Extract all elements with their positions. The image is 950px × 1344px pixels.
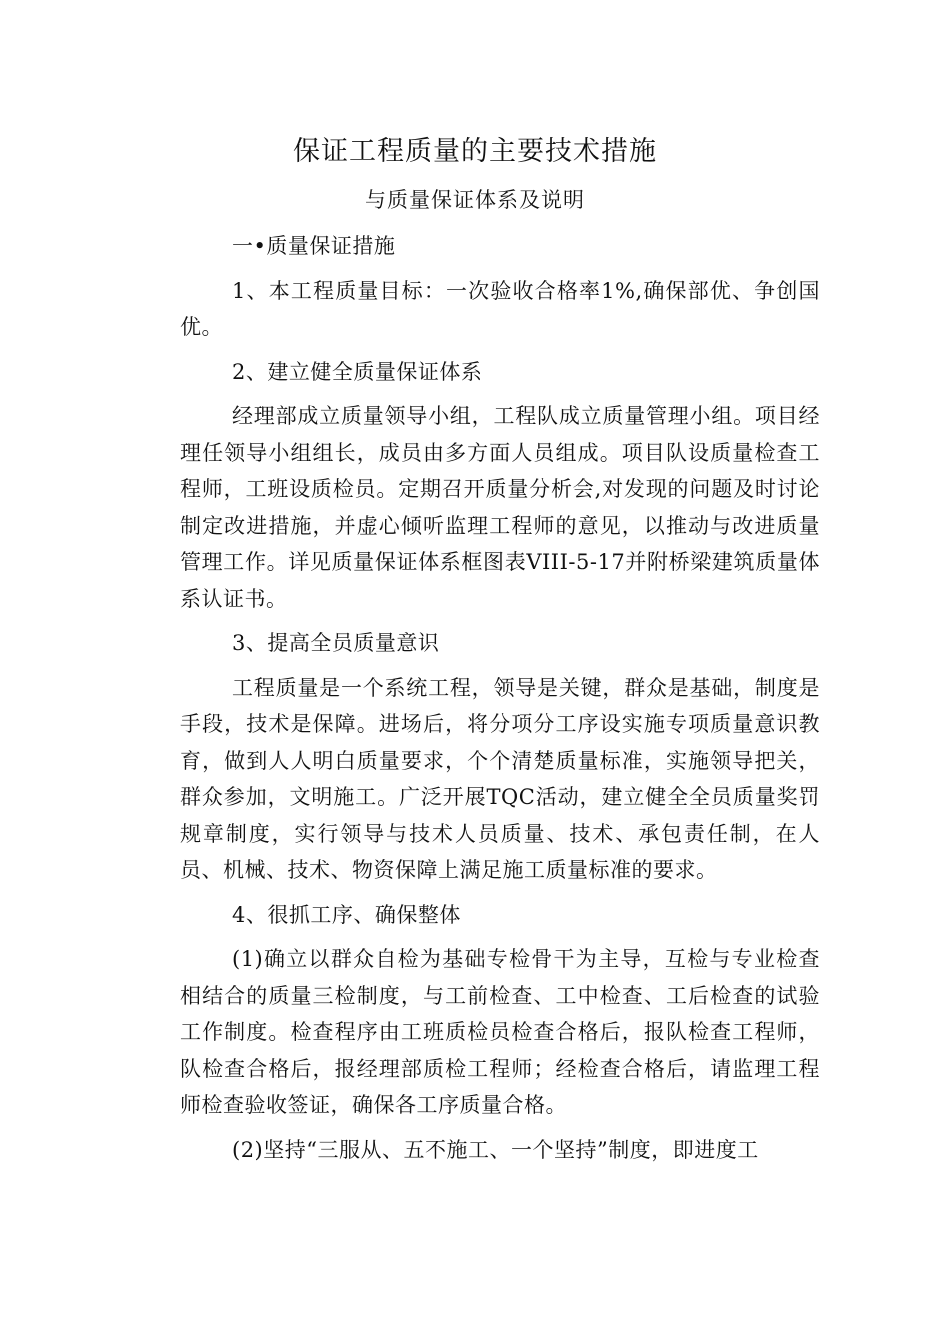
paragraph-three-obey: (2)坚持“三服从、五不施工、一个坚持”制度，即进度工 bbox=[232, 1137, 759, 1162]
paragraph-quality-target: 1、本工程质量目标：一次验收合格率1%,确保部优、争创国优。 bbox=[180, 278, 820, 339]
document-subtitle: 与质量保证体系及说明 bbox=[365, 188, 585, 212]
subheading-process-control: 4、很抓工序、确保整体 bbox=[232, 902, 461, 927]
paragraph-three-inspection: (1)确立以群众自检为基础专检骨干为主导，互检与专业检查相结合的质量三检制度，与工前检查、工中检查、工后检查的试验工作制度。检查程序由工班质检员检查合格后，报队检查工程师，队检查合格后，报经理部质检工程师；经检查合格后，请监理工程师检查验收签证，确保各工序质量合格。 bbox=[180, 947, 820, 1117]
paragraph-quality-awareness: 工程质量是一个系统工程，领导是关键，群众是基础，制度是手段，技术是保障。进场后，将分项分工序设实施专项质量意识教育，做到人人明白质量要求，个个清楚质量标准，实施领导把关，群众参加，文明施工。广泛开展TQC活动，建立健全全员质量奖罚规章制度，实行领导与技术人员质量、技术、承包责任制，在人员、机械、技术、物资保障上满足施工质量标准的要求。 bbox=[180, 675, 820, 882]
subheading-quality-awareness: 3、提高全员质量意识 bbox=[232, 631, 440, 655]
document-title: 保证工程质量的主要技术措施 bbox=[293, 136, 657, 167]
paragraph-quality-system: 经理部成立质量领导小组，工程队成立质量管理小组。项目经理任领导小组组长，成员由多方面人员组成。项目队设质量检查工程师，工班设质检员。定期召开质量分析会,对发现的问题及时讨论制定改进措施，并虚心倾听监理工程师的意见，以推动与改进质量管理工作。详见质量保证体系框图表VIII-5-17并附桥梁建筑质量体系认证书。 bbox=[180, 404, 820, 611]
section-heading-quality-measures: 一•质量保证措施 bbox=[232, 234, 396, 258]
document-body bbox=[180, 228, 820, 1176]
subheading-quality-system: 2、建立健全质量保证体系 bbox=[232, 359, 483, 384]
